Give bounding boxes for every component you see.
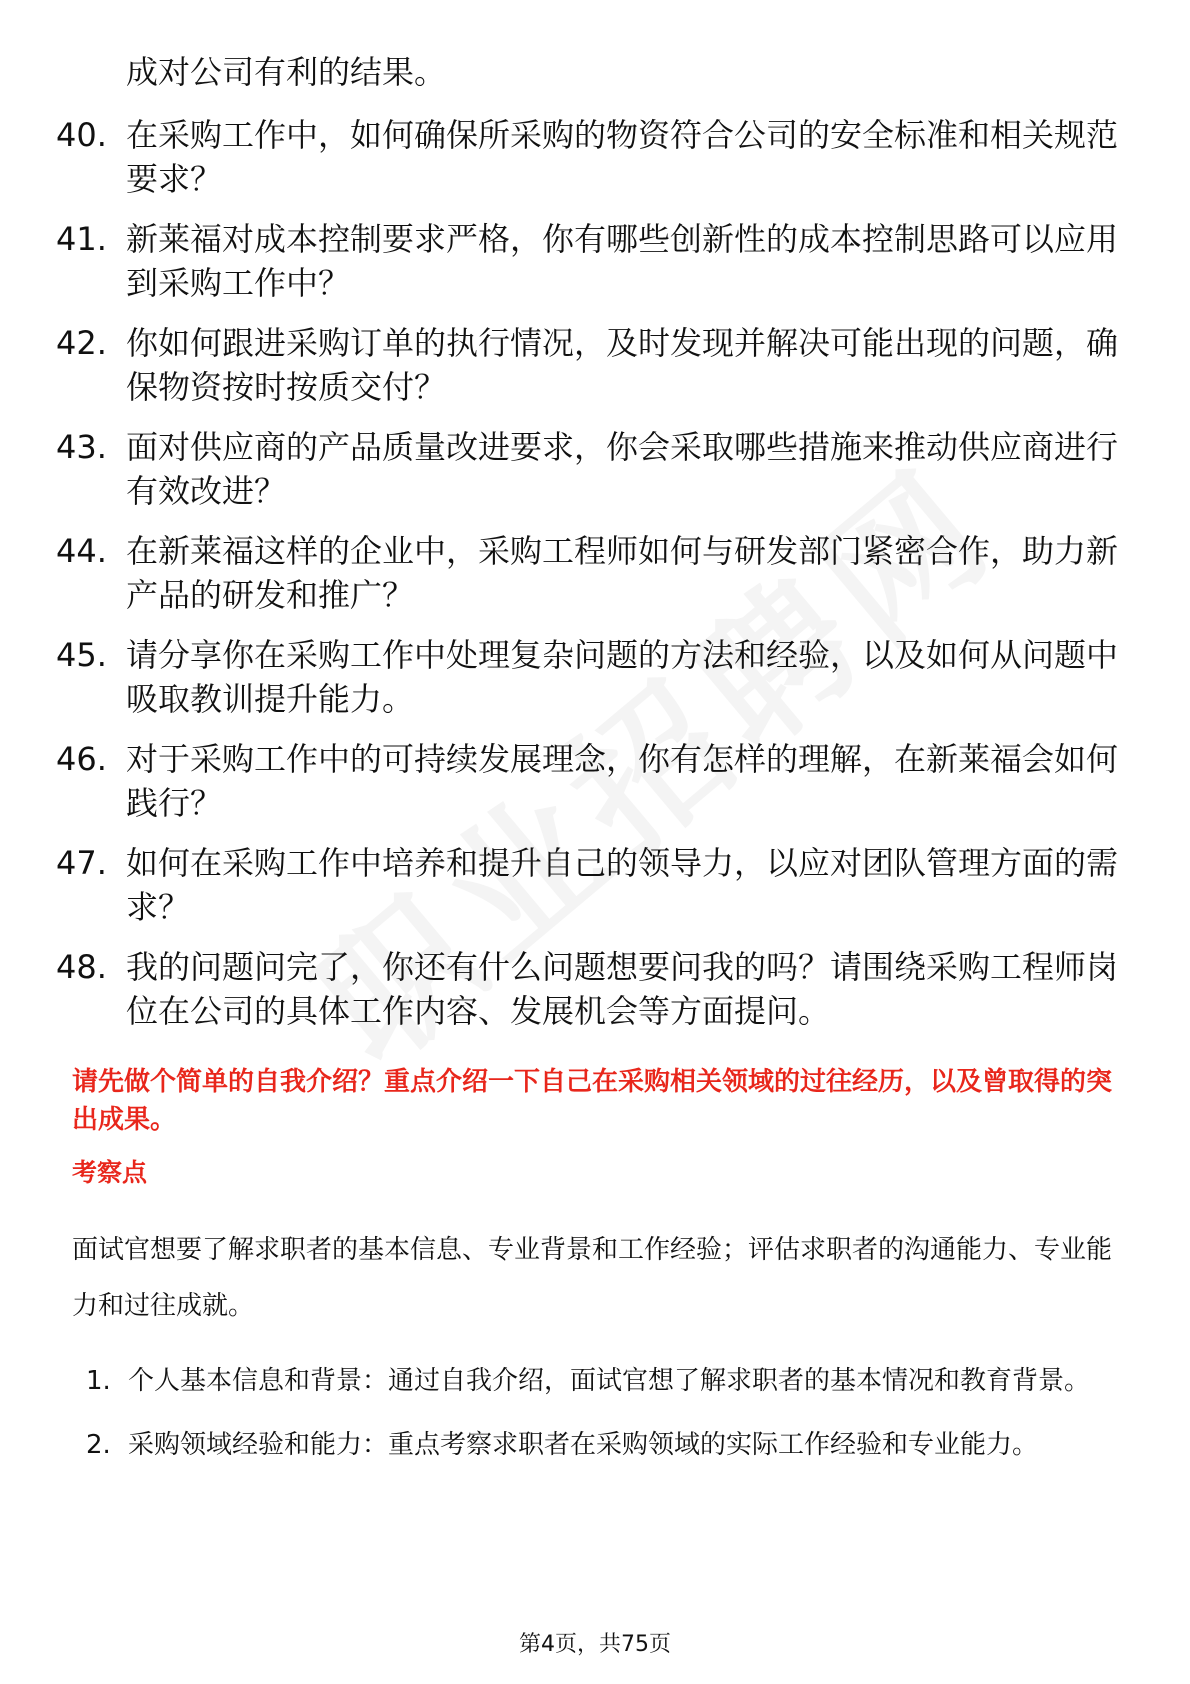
- point-text: 采购领域经验和能力：重点考察求职者在采购领域的实际工作经验和专业能力。: [128, 1430, 1039, 1460]
- list-item: [56, 425, 1131, 513]
- point-number: 1.: [86, 1366, 111, 1396]
- list-item: [56, 321, 1131, 409]
- list-item: [56, 841, 1131, 929]
- question-text: 对于采购工作中的可持续发展理念，你有怎样的理解，在新莱福会如何践行？: [126, 740, 1119, 822]
- question-number: 48.: [56, 948, 107, 986]
- point-text: 个人基本信息和背景：通过自我介绍，面试官想了解求职者的基本情况和教育背景。: [128, 1366, 1091, 1396]
- question-text: 在采购工作中，如何确保所采购的物资符合公司的安全标准和相关规范要求？: [126, 116, 1119, 198]
- question-number: 43.: [56, 428, 107, 466]
- highlighted-question: 请先做个简单的自我介绍？重点介绍一下自己在采购相关领域的过往经历，以及曾取得的突出成果。: [72, 1067, 1113, 1135]
- question-text: 面对供应商的产品质量改进要求，你会采取哪些措施来推动供应商进行有效改进？: [126, 428, 1119, 510]
- point-list: [86, 1352, 1132, 1480]
- question-text: 请分享你在采购工作中处理复杂问题的方法和经验，以及如何从问题中吸取教训提升能力。: [126, 636, 1119, 718]
- list-item: [86, 1352, 1132, 1410]
- list-item: [86, 1416, 1132, 1474]
- question-text: 你如何跟进采购订单的执行情况，及时发现并解决可能出现的问题，确保物资按时按质交付？: [126, 324, 1119, 406]
- question-number: 41.: [56, 220, 107, 258]
- question-number: 44.: [56, 532, 107, 570]
- continuation-text: 成对公司有利的结果。: [126, 53, 447, 91]
- section-title: 考察点: [72, 1158, 148, 1187]
- question-number: 46.: [56, 740, 107, 778]
- list-item: [56, 633, 1131, 721]
- list-item: [56, 737, 1131, 825]
- question-number: 42.: [56, 324, 107, 362]
- question-text: 在新莱福这样的企业中，采购工程师如何与研发部门紧密合作，助力新产品的研发和推广？: [126, 532, 1119, 614]
- question-text: 如何在采购工作中培养和提升自己的领导力，以应对团队管理方面的需求？: [126, 844, 1119, 926]
- question-number: 40.: [56, 116, 107, 154]
- question-text: 新莱福对成本控制要求严格，你有哪些创新性的成本控制思路可以应用到采购工作中？: [126, 220, 1119, 302]
- page-footer: 第4页，共75页: [519, 1632, 671, 1657]
- question-list: [56, 113, 1131, 1049]
- list-item: [56, 529, 1131, 617]
- question-number: 47.: [56, 844, 107, 882]
- point-number: 2.: [86, 1430, 111, 1460]
- list-item: [56, 945, 1131, 1033]
- question-text: 我的问题问完了，你还有什么问题想要问我的吗？请围绕采购工程师岗位在公司的具体工作内容、发展机会等方面提问。: [126, 948, 1119, 1030]
- list-item: [56, 113, 1131, 201]
- question-number: 45.: [56, 636, 107, 674]
- list-item: [56, 217, 1131, 305]
- section-paragraph: 面试官想要了解求职者的基本信息、专业背景和工作经验；评估求职者的沟通能力、专业能力和过往成就。: [72, 1235, 1113, 1321]
